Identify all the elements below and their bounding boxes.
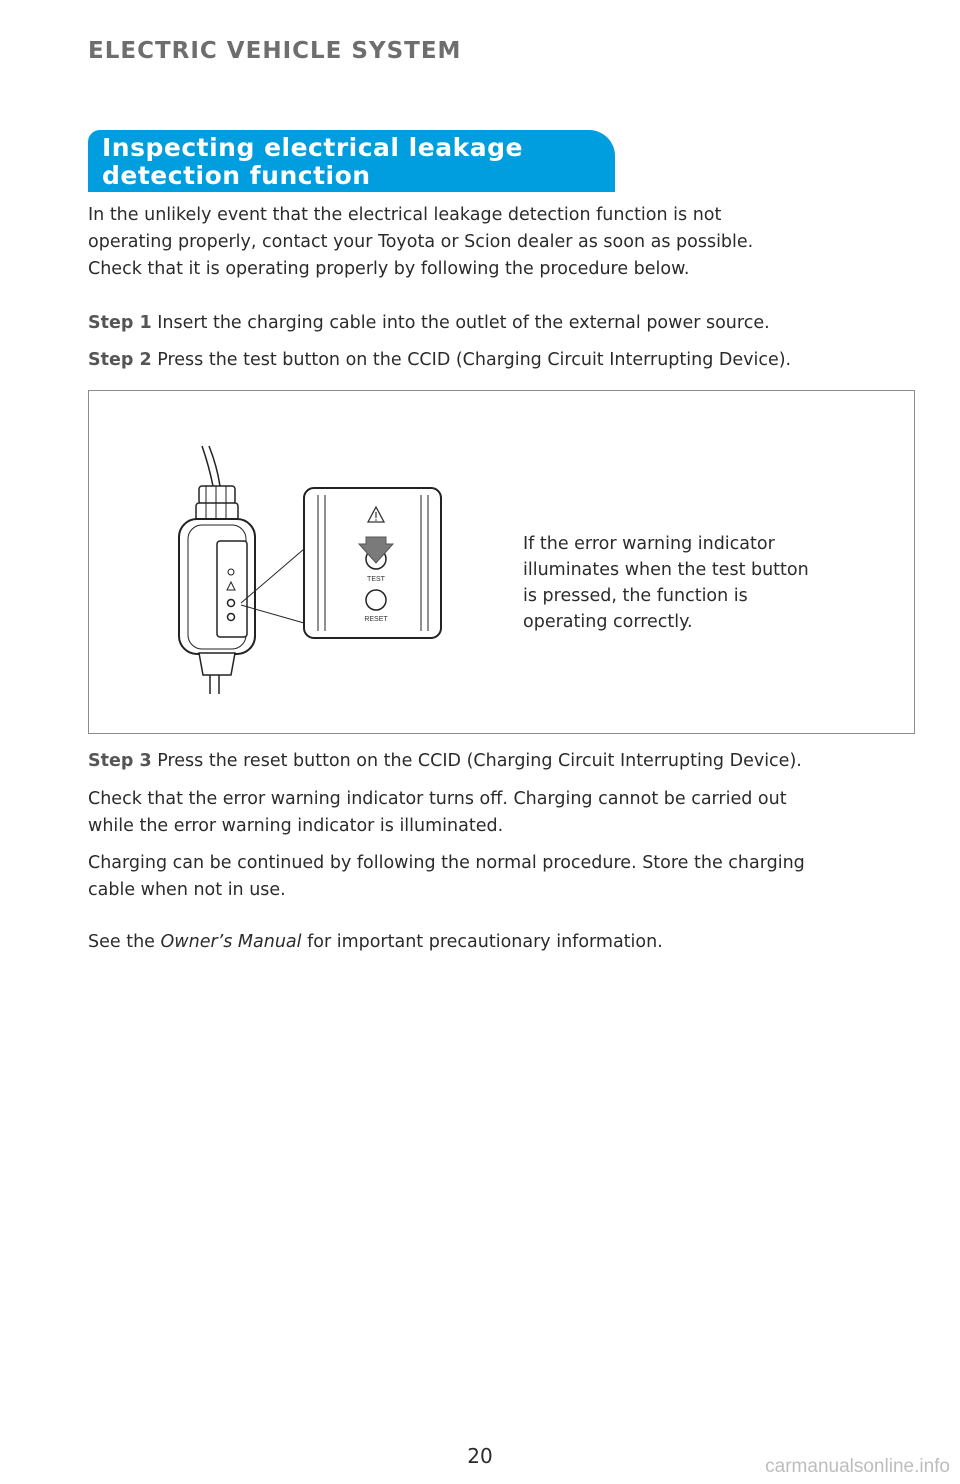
section-header: ELECTRIC VEHICLE SYSTEM bbox=[88, 38, 462, 64]
step-3-text: Press the reset button on the CCID (Charging Circuit Interrupting Device). bbox=[157, 751, 802, 771]
caption-line-1: If the error warning indicator bbox=[523, 534, 775, 554]
manual-note-title: Owner’s Manual bbox=[160, 932, 302, 952]
test-label: TEST bbox=[367, 576, 385, 583]
step-1 bbox=[88, 310, 918, 337]
step-2-text: Press the test button on the CCID (Charging Circuit Interrupting Device). bbox=[157, 350, 792, 370]
step-2-label: Step 2 bbox=[88, 350, 152, 370]
section-title-line-2: detection function bbox=[102, 161, 371, 190]
section-title bbox=[102, 134, 523, 190]
caption-line-2: illuminates when the test button bbox=[523, 560, 809, 580]
watermark: carmanualsonline.info bbox=[765, 1456, 950, 1477]
caption-line-3: is pressed, the function is bbox=[523, 586, 748, 606]
step-2 bbox=[88, 347, 918, 374]
intro-line-1: In the unlikely event that the electrical leakage detection function is not bbox=[88, 205, 722, 225]
step-3 bbox=[88, 748, 918, 775]
check-line-1: Check that the error warning indicator turns off. Charging cannot be carried out bbox=[88, 789, 787, 809]
continue-line-1: Charging can be continued by following the normal procedure. Store the charging bbox=[88, 853, 805, 873]
intro-paragraph bbox=[88, 202, 918, 283]
continue-line-2: cable when not in use. bbox=[88, 880, 286, 900]
ccid-illustration-box bbox=[88, 390, 915, 734]
step-3-label: Step 3 bbox=[88, 751, 152, 771]
manual-note bbox=[88, 929, 918, 956]
intro-line-3: Check that it is operating properly by following the procedure below. bbox=[88, 259, 690, 279]
caption-line-4: operating correctly. bbox=[523, 612, 693, 632]
step-1-text: Insert the charging cable into the outlet of the external power source. bbox=[157, 313, 770, 333]
intro-line-2: operating properly, contact your Toyota or Scion dealer as soon as possible. bbox=[88, 232, 754, 252]
section-title-line-1: Inspecting electrical leakage bbox=[102, 133, 523, 162]
manual-note-prefix: See the bbox=[88, 932, 155, 952]
section-title-bar bbox=[88, 130, 615, 192]
reset-label: RESET bbox=[364, 616, 388, 623]
check-line-2: while the error warning indicator is illuminated. bbox=[88, 816, 504, 836]
check-paragraph bbox=[88, 786, 918, 840]
manual-note-suffix: for important precautionary information. bbox=[307, 932, 663, 952]
page-number: 20 bbox=[467, 1444, 493, 1468]
continue-paragraph bbox=[88, 850, 918, 904]
figure-caption bbox=[523, 531, 863, 635]
step-1-label: Step 1 bbox=[88, 313, 152, 333]
